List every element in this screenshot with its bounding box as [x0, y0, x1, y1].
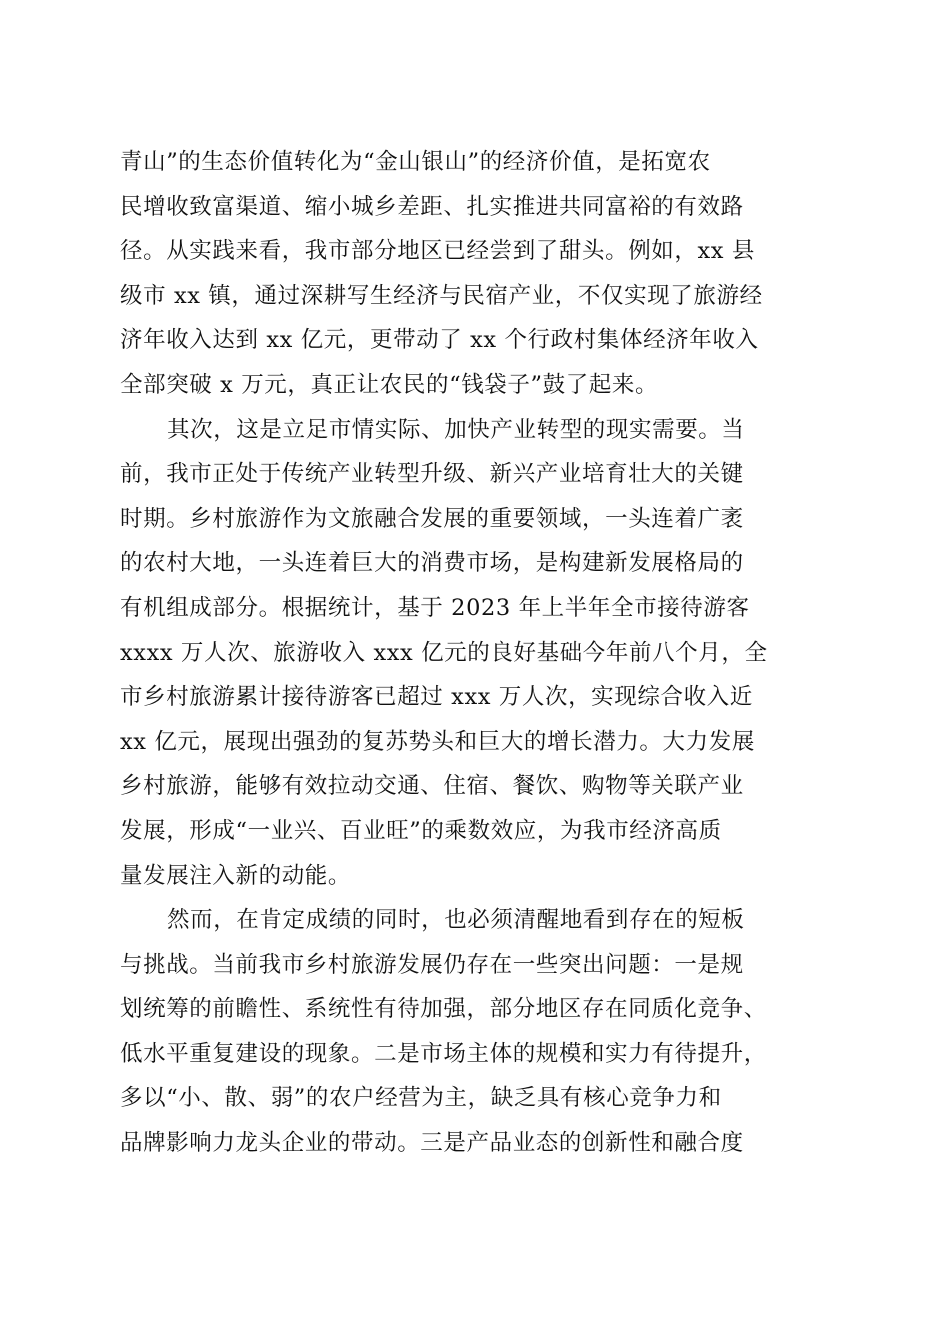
text-line: 品牌影响力龙头企业的带动。三是产品业态的创新性和融合度 — [120, 1130, 744, 1157]
text-line: 其次，这是立足市情实际、加快产业转型的现实需要。当 — [167, 416, 745, 443]
text-line: 低水平重复建设的现象。二是市场主体的规模和实力有待提升， — [120, 1040, 767, 1067]
text-line: 青山”的生态价值转化为“金山银山”的经济价值，是拓宽农 — [120, 149, 711, 175]
text-line: 级市 xx 镇，通过深耕写生经济与民宿产业，不仅实现了旅游经 — [120, 282, 763, 309]
text-line: 量发展注入新的动能。 — [120, 862, 352, 889]
text-line: xxxx 万人次、旅游收入 xxx 亿元的良好基础今年前八个月，全 — [120, 639, 768, 666]
text-line: 时期。乡村旅游作为文旅融合发展的重要领域，一头连着广袤 — [120, 505, 744, 532]
text-line: 的农村大地，一头连着巨大的消费市场，是构建新发展格局的 — [120, 550, 744, 577]
paragraph — [120, 408, 832, 899]
text-line: 然而，在肯定成绩的同时，也必须清醒地看到存在的短板 — [167, 907, 745, 934]
text-line: 前，我市正处于传统产业转型升级、新兴产业培育壮大的关键 — [120, 461, 744, 488]
text-line: 民增收致富渠道、缩小城乡差距、扎实推进共同富裕的有效路 — [120, 193, 744, 220]
body-text — [120, 140, 832, 1166]
text-line: xx 亿元，展现出强劲的复苏势头和巨大的增长潜力。大力发展 — [120, 728, 755, 755]
text-line: 有机组成部分。根据统计，基于 2023 年上半年全市接待游客 — [120, 594, 750, 621]
text-line: 与挑战。当前我市乡村旅游发展仍存在一些突出问题：一是规 — [120, 951, 744, 978]
text-line: 发展，形成“一业兴、百业旺”的乘数效应，为我市经济高质 — [120, 817, 722, 844]
text-line: 济年收入达到 xx 亿元，更带动了 xx 个行政村集体经济年收入 — [120, 327, 759, 354]
text-line: 径。从实践来看，我市部分地区已经尝到了甜头。例如，xx 县 — [120, 238, 755, 265]
text-line: 乡村旅游，能够有效拉动交通、住宿、餐饮、购物等关联产业 — [120, 773, 744, 800]
paragraph — [120, 898, 832, 1166]
text-line: 划统筹的前瞻性、系统性有待加强，部分地区存在同质化竞争、 — [120, 996, 767, 1023]
text-line: 多以“小、散、弱”的农户经营为主，缺乏具有核心竞争力和 — [120, 1085, 722, 1112]
text-line: 市乡村旅游累计接待游客已超过 xxx 万人次，实现综合收入近 — [120, 684, 753, 711]
text-line: 全部突破 x 万元，真正让农民的“钱袋子”鼓了起来。 — [120, 371, 659, 398]
paragraph — [120, 140, 832, 408]
